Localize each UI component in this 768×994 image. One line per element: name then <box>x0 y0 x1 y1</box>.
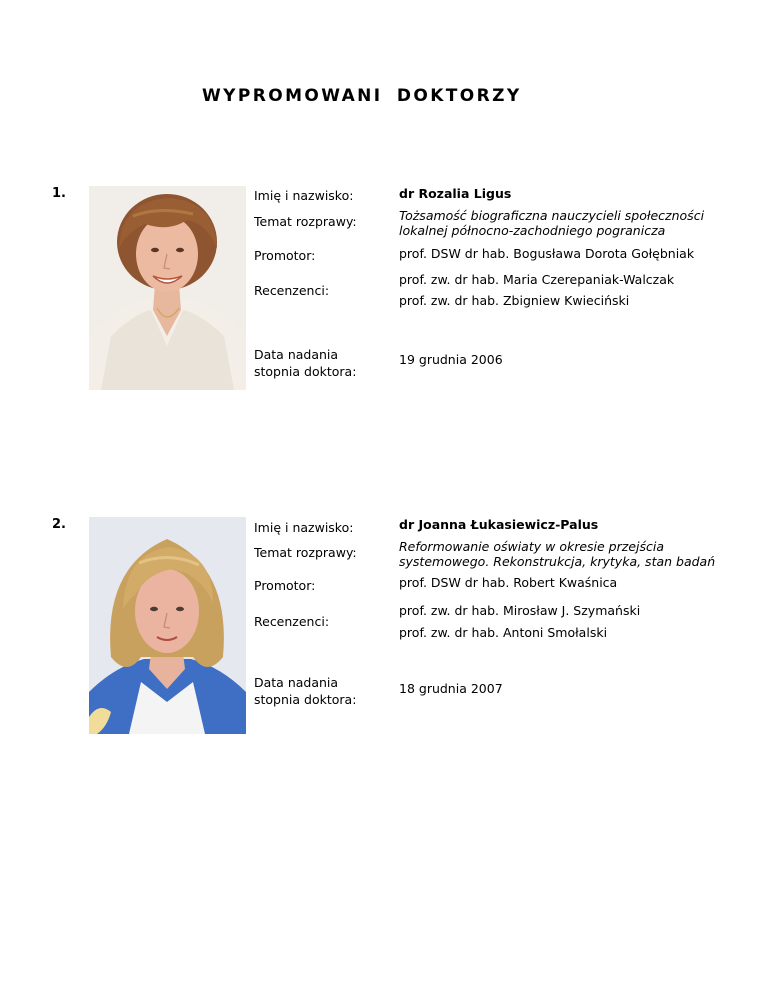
label-name: Imię i nazwisko: <box>254 520 354 535</box>
reviewer-1: prof. zw. dr hab. Mirosław J. Szymański <box>399 603 641 618</box>
dissertation-topic: Reformowanie oświaty w okresie przejścia systemowego. Rekonstrukcja, krytyka, stan badań <box>399 539 716 569</box>
label-reviewers: Recenzenci: <box>254 283 330 298</box>
reviewer-2: prof. zw. dr hab. Antoni Smołalski <box>399 625 608 640</box>
portrait-photo-2 <box>89 517 246 734</box>
reviewer-2: prof. zw. dr hab. Zbigniew Kwieciński <box>399 293 630 308</box>
doctor-name: dr Rozalia Ligus <box>399 186 512 201</box>
promotor: prof. DSW dr hab. Bogusława Dorota Gołębniak <box>399 246 695 261</box>
portrait-photo-icon <box>89 517 246 734</box>
dissertation-topic: Tożsamość biograficzna nauczycieli społeczności lokalnej północno-zachodniego pogranicza <box>399 208 705 238</box>
degree-date: 19 grudnia 2006 <box>399 352 503 367</box>
page-title: WYPROMOWANI DOKTORZY <box>202 86 522 106</box>
label-promotor: Promotor: <box>254 248 316 263</box>
label-topic: Temat rozprawy: <box>254 545 357 560</box>
entry-number: 1. <box>52 186 66 201</box>
label-date: Data nadania stopnia doktora: <box>254 675 357 707</box>
degree-date: 18 grudnia 2007 <box>399 681 503 696</box>
label-topic: Temat rozprawy: <box>254 214 357 229</box>
label-promotor: Promotor: <box>254 578 316 593</box>
entry-number: 2. <box>52 517 66 532</box>
label-name: Imię i nazwisko: <box>254 188 354 203</box>
portrait-photo-1 <box>89 186 246 390</box>
label-reviewers: Recenzenci: <box>254 614 330 629</box>
label-date: Data nadania stopnia doktora: <box>254 347 357 379</box>
portrait-photo-icon <box>89 186 246 390</box>
promotor: prof. DSW dr hab. Robert Kwaśnica <box>399 575 618 590</box>
doctor-name: dr Joanna Łukasiewicz-Palus <box>399 517 599 532</box>
reviewer-1: prof. zw. dr hab. Maria Czerepaniak-Walczak <box>399 272 675 287</box>
